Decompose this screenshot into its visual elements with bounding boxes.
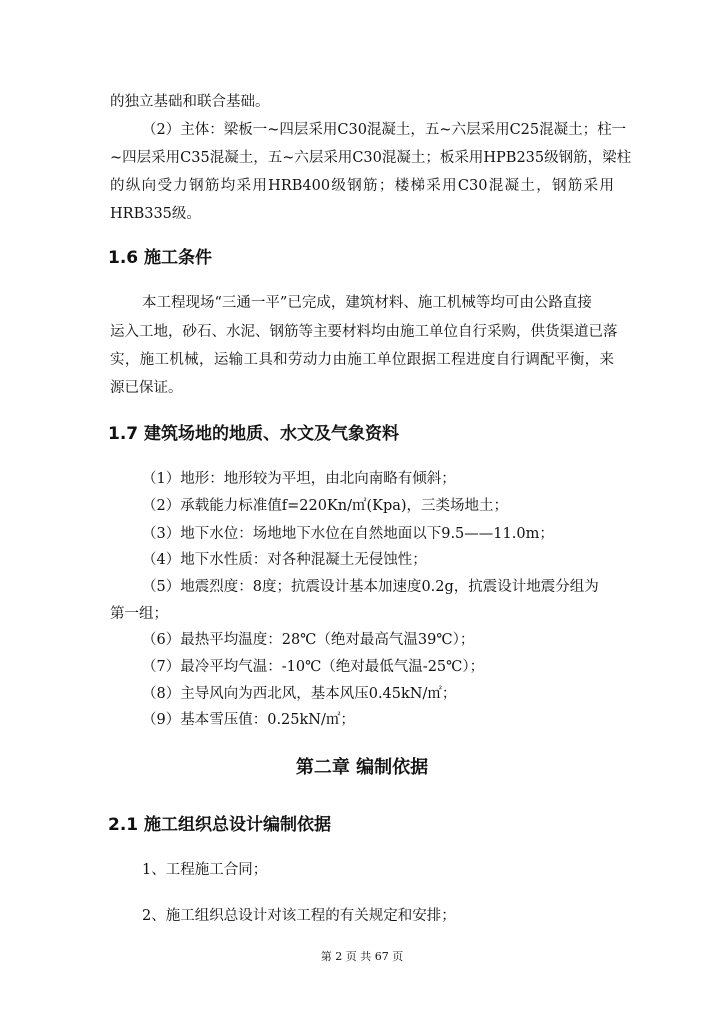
list-item: 2、施工组织总设计对该工程的有关规定和安排；	[142, 908, 456, 924]
list-item: （9）基本雪压值：0.25kN/㎡；	[142, 712, 355, 728]
body-text-line: 的独立基础和联合基础。	[110, 94, 270, 110]
list-item: 1、工程施工合同；	[142, 862, 268, 878]
list-item: （7）最冷平均气温：-10℃（绝对最低气温-25℃）；	[142, 659, 485, 675]
body-text-line: 运入工地，砂石、水泥、钢筋等主要材料均由施工单位自行采购，供货渠道已落	[110, 324, 618, 340]
list-item: （4）地下水性质：对各种混凝土无侵蚀性；	[142, 552, 427, 568]
list-item: 第一组；	[110, 606, 168, 622]
page-number-footer: 第 2 页 共 67 页	[320, 950, 404, 963]
list-item: （5）地震烈度：8度；抗震设计基本加速度0.2g，抗震设计地震分组为	[142, 579, 599, 595]
body-text-line: ~四层采用C35混凝土，五~六层采用C30混凝土；板采用HPB235级钢筋，梁柱	[110, 150, 632, 166]
body-text-line: 实，施工机械，运输工具和劳动力由施工单位跟据工程进度自行调配平衡，来	[110, 352, 614, 368]
section-heading-1-7: 1.7 建筑场地的地质、水文及气象资料	[108, 424, 400, 444]
section-heading-1-6: 1.6 施工条件	[108, 248, 213, 268]
body-text-line: 源已保证。	[110, 380, 183, 396]
list-item: （8）主导风向为西北风，基本风压0.45kN/㎡；	[142, 686, 457, 702]
chapter-title: 第二章 编制依据	[295, 757, 429, 778]
list-item: （3）地下水位：场地地下水位在自然地面以下9.5——11.0m；	[142, 526, 554, 542]
body-text-line: 本工程现场“三通一平”已完成，建筑材料、施工机械等均可由公路直接	[142, 295, 592, 311]
list-item: （2）承载能力标准值f=220Kn/㎡(Kpa)，三类场地土；	[142, 498, 509, 514]
section-heading-2-1: 2.1 施工组织总设计编制依据	[108, 815, 332, 835]
list-item: （1）地形：地形较为平坦，由北向南略有倾斜；	[142, 471, 456, 487]
body-text-line: HRB335级。	[110, 206, 201, 222]
list-item: （6）最热平均温度：28℃（绝对最高气温39℃）；	[142, 632, 475, 648]
body-text-line: 的纵向受力钢筋均采用HRB400级钢筋；楼梯采用C30混凝土，钢筋采用	[110, 178, 614, 194]
body-text-line: （2）主体：梁板一~四层采用C30混凝土，五~六层采用C25混凝土；柱一	[142, 122, 627, 138]
